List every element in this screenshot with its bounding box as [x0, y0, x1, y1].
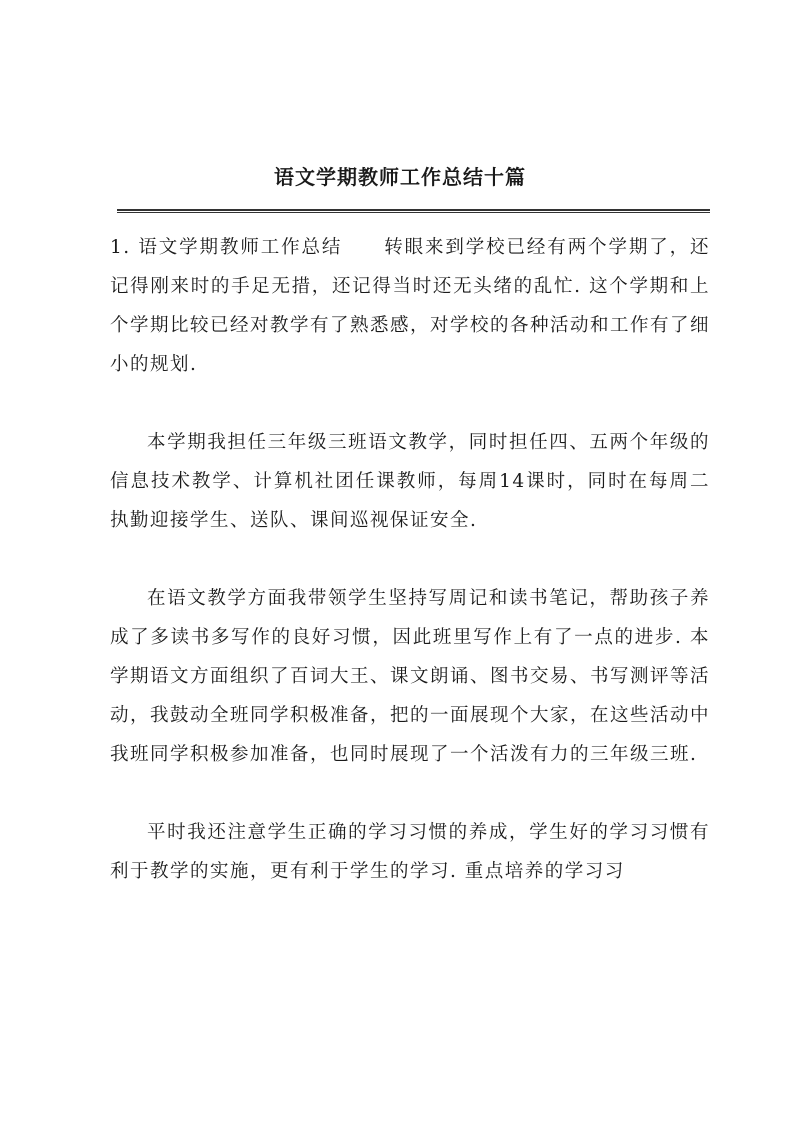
document-body [110, 228, 710, 930]
document-title: 语文学期教师工作总结十篇 [274, 165, 526, 189]
section-heading: 1. 语文学期教师工作总结 [110, 237, 343, 258]
body-paragraph-3: 平时我还注意学生正确的学习习惯的养成，学生好的学习习惯有利于教学的实施，更有利于学生的学习. 重点培养的学习习 [110, 822, 710, 882]
title-divider [117, 209, 710, 213]
section-intro-text: 转眼来到学校已经有两个学期了，还记得刚来时的手足无措，还记得当时还无头绪的乱忙. 这个学期和上个学期比较已经对教学有了熟悉感，对学校的各种活动和工作有了细小的规划. [110, 237, 711, 375]
body-paragraph-2: 在语文教学方面我带领学生坚持写周记和读书笔记，帮助孩子养成了多读书多写作的良好习惯，因此班里写作上有了一点的进步. 本学期语文方面组织了百词大王、课文朗诵、图书交易、书写测评等活动，我鼓动全班同学积极准备，把的一面展现个大家，在这些活动中我班同学积极参加准备，也同时展现了一个活泼有力的三年级三班. [110, 588, 711, 765]
section-1-paragraph [110, 228, 710, 384]
body-paragraph-1: 本学期我担任三年级三班语文教学，同时担任四、五两个年级的信息技术教学、计算机社团任课教师，每周14课时，同时在每周二执勤迎接学生、送队、课间巡视保证安全. [110, 432, 710, 531]
